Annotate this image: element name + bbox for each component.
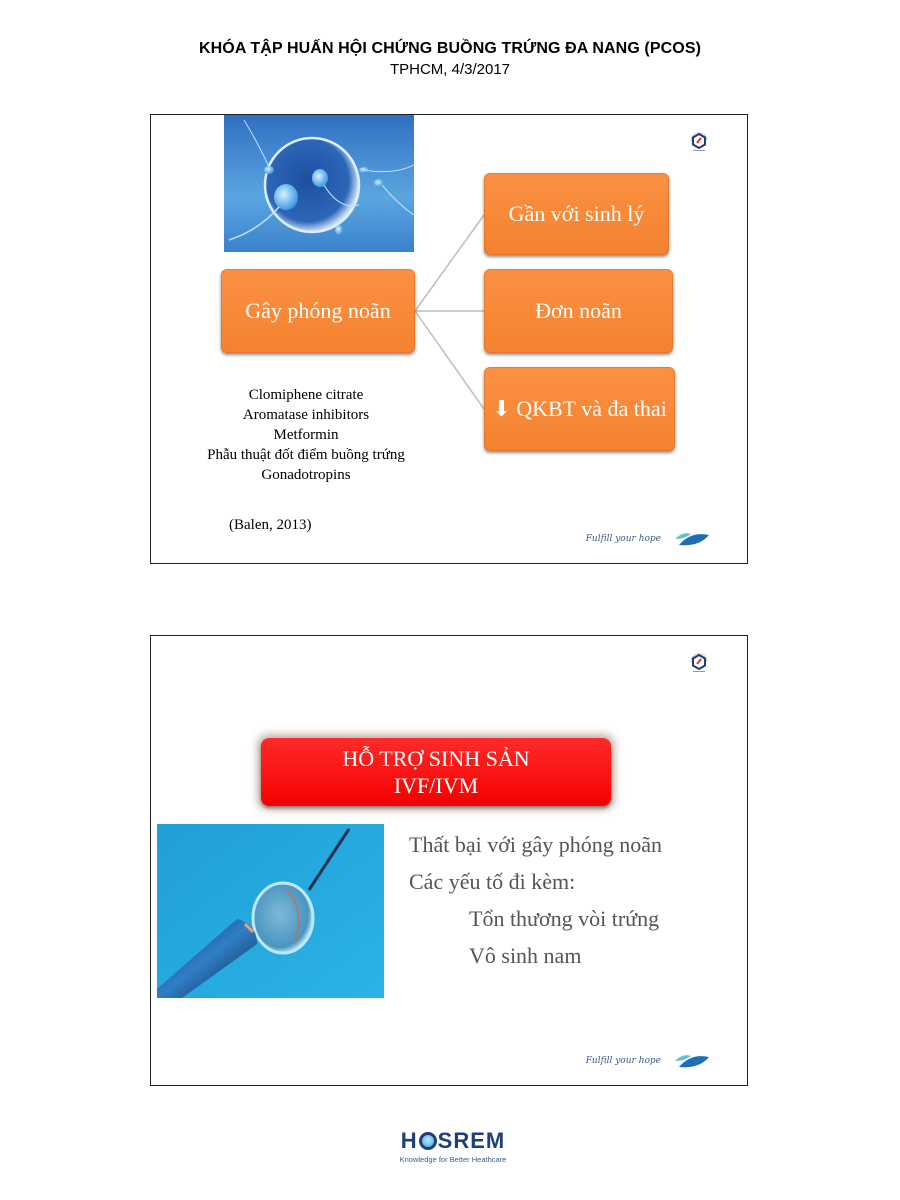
fulfill-your-hope-brand — [586, 529, 711, 549]
document-subtitle: TPHCM, 4/3/2017 — [389, 61, 511, 78]
banner-line-1: HỖ TRỢ SINH SẢN — [342, 746, 530, 771]
brand-slogan: Fulfill your hope — [585, 534, 661, 544]
fulfill-your-hope-brand — [586, 1051, 711, 1071]
outcome-box-physiological: Gần với sinh lý — [484, 173, 669, 255]
slide-2 — [150, 635, 748, 1086]
document-title: KHÓA TẬP HUẤN HỘI CHỨNG BUỒNG TRỨNG ĐA NANG (PCOS) — [198, 40, 702, 57]
ivf-clinic-logo-icon — [687, 129, 711, 153]
sub-bullet-item: Vô sinh nam — [469, 943, 582, 968]
drug-item: Phẫu thuật đốt điểm buồng trứng — [207, 447, 405, 463]
wave-logo-icon — [671, 529, 711, 549]
document-header — [0, 38, 900, 80]
globe-icon — [419, 1132, 437, 1150]
outcome-box-single-oocyte: Đơn noãn — [484, 269, 673, 353]
drug-item: Metformin — [273, 427, 339, 443]
bullet-item: Thất bại với gây phóng noãn — [409, 832, 662, 857]
brand-slogan: Fulfill your hope — [585, 1056, 661, 1066]
icsi-image — [157, 824, 384, 998]
hosrem-tagline: Knowledge for Better Heathcare — [399, 1155, 507, 1164]
drug-item: Aromatase inhibitors — [242, 407, 370, 423]
sub-bullet-item: Tổn thương vòi trứng — [469, 906, 660, 931]
ivf-clinic-logo-icon — [687, 650, 711, 674]
bullet-list — [409, 826, 662, 974]
bullet-item: Các yếu tố đi kèm: — [409, 869, 576, 894]
drug-list — [181, 385, 431, 485]
art-title-banner — [261, 738, 611, 806]
banner-line-2: IVF/IVM — [393, 773, 479, 798]
slide-1 — [150, 114, 748, 564]
wave-logo-icon — [671, 1051, 711, 1071]
drug-item: Clomiphene citrate — [248, 387, 364, 403]
citation: (Balen, 2013) — [229, 517, 312, 533]
hosrem-wordmark: H SREM — [400, 1128, 506, 1153]
drug-item: Gonadotropins — [261, 467, 351, 483]
oocyte-sperm-image — [224, 115, 414, 252]
hosrem-logo — [388, 1128, 518, 1164]
ovulation-induction-box: Gây phóng noãn — [221, 269, 415, 353]
outcome-box-reduced-ohss: ⬇ QKBT và đa thai — [484, 367, 675, 451]
